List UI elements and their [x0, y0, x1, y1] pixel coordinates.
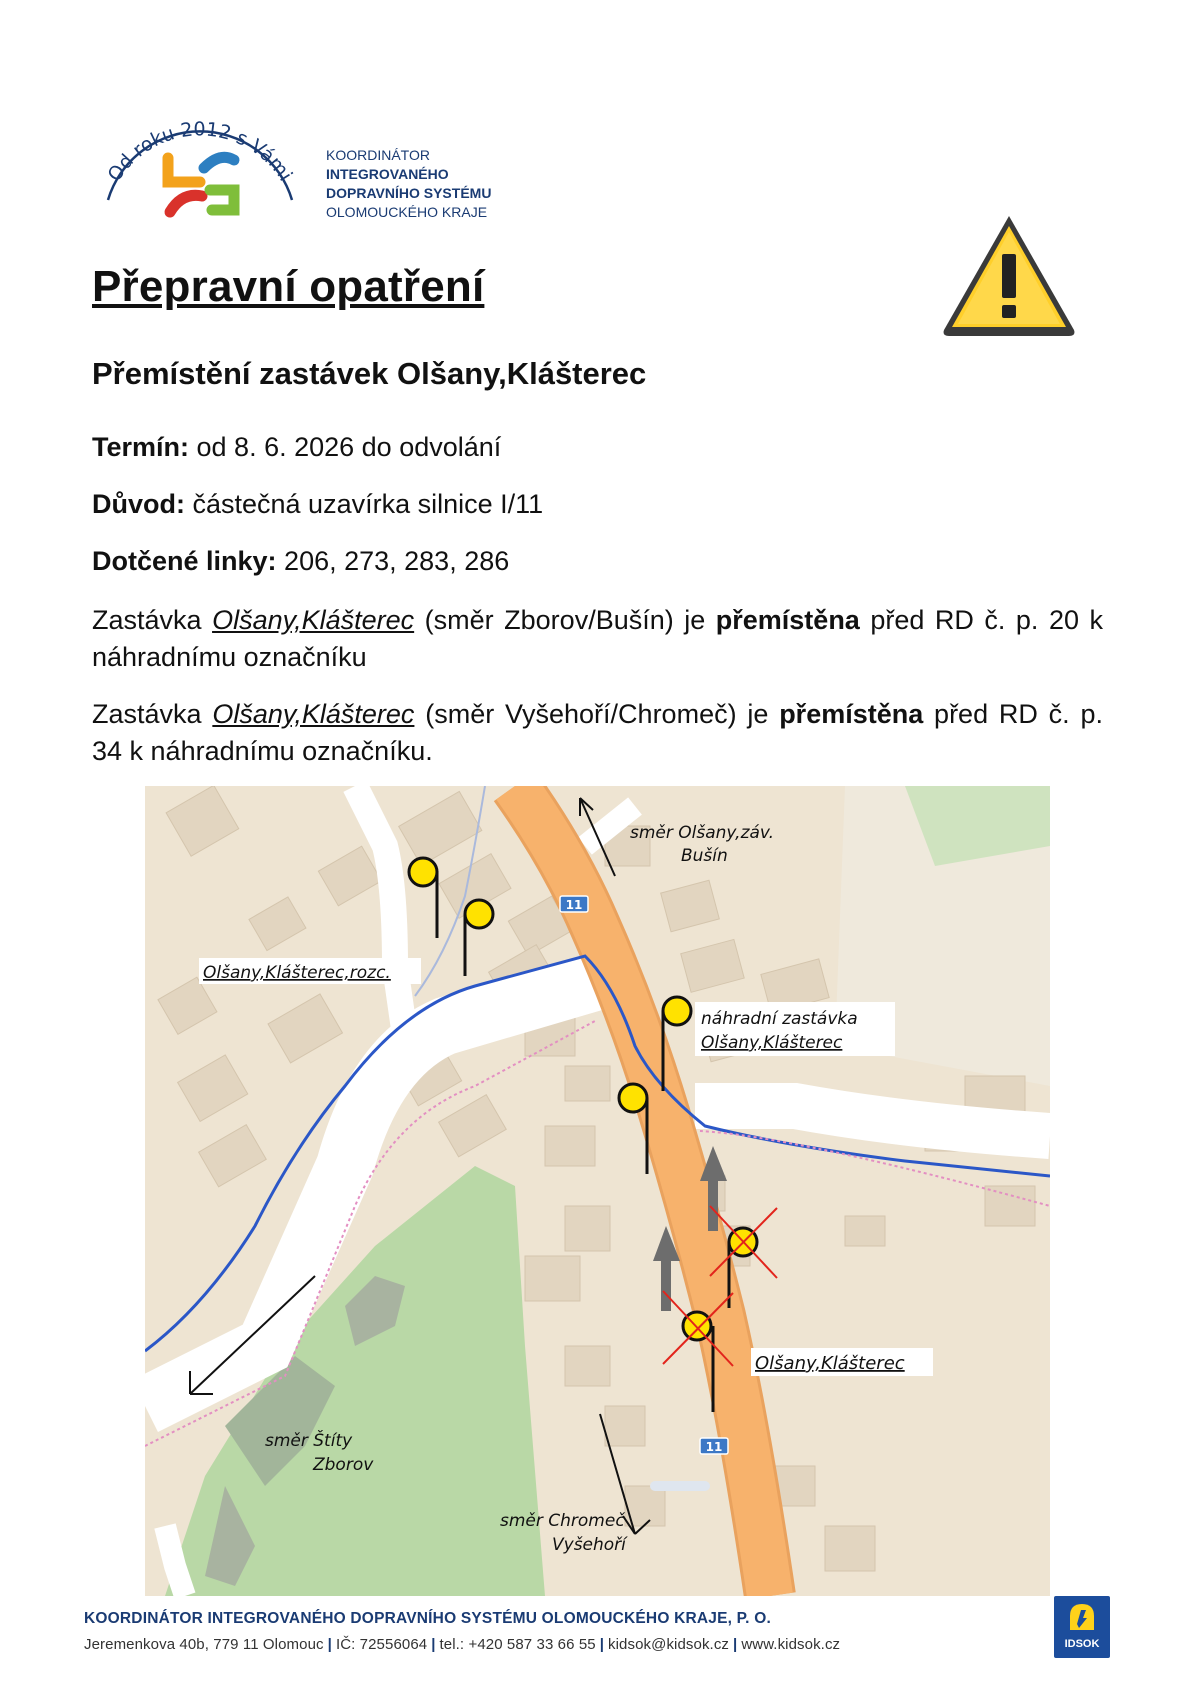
- road-number-north: 11: [565, 898, 583, 912]
- linky-value: 206, 273, 283, 286: [276, 546, 510, 576]
- label-nahradni-line-2: Olšany,Klášterec: [701, 1033, 843, 1053]
- logo-line-3: DOPRAVNÍHO SYSTÉMU: [326, 185, 492, 201]
- p2-middle: (směr Vyšehoří/Chromeč) je: [414, 699, 780, 729]
- p1-suffix: před RD č. p. 20 k náhradnímu označníku: [92, 605, 1103, 672]
- footer-ic: IČ: 72556064: [335, 1636, 428, 1653]
- p1-prefix: Zastávka: [92, 605, 213, 635]
- paragraph-stop-2: [92, 696, 1103, 770]
- p1-bold: přemístěna: [715, 605, 860, 635]
- footer-separator: |: [431, 1636, 436, 1653]
- page-subtitle: Přemístění zastávek Olšany,Klášterec: [92, 356, 647, 391]
- label-south-line-1: směr Chromeč: [500, 1511, 625, 1531]
- p1-stop-name: Olšany,Klášterec: [212, 605, 415, 635]
- footer-address: Jeremenkova 40b, 779 11 Olomouc: [84, 1636, 324, 1653]
- footer-separator: |: [733, 1636, 738, 1653]
- warning-icon: [938, 210, 1080, 340]
- p2-prefix: Zastávka: [92, 699, 213, 729]
- duvod-label: Důvod:: [92, 489, 185, 519]
- info-duvod: [92, 489, 543, 520]
- label-nahradni: [695, 1002, 895, 1056]
- label-rozc-text: Olšany,Klášterec,rozc.: [203, 963, 391, 983]
- logo-arc-text: Od roku 2012 s Vámi: [103, 118, 297, 186]
- termin-value: od 8. 6. 2026 do odvolání: [189, 432, 502, 462]
- footer-contact: [84, 1636, 840, 1653]
- label-north-line-1: směr Olšany,záv.: [630, 823, 774, 843]
- paragraph-stop-1: [92, 602, 1103, 676]
- road-number-south: 11: [705, 1440, 723, 1454]
- label-rozc: [199, 958, 421, 984]
- label-west-line-1: směr Štíty: [265, 1431, 353, 1451]
- road-number-sign-north: [560, 896, 588, 912]
- p2-suffix: před RD č. p. 34 k náhradnímu označníku.: [92, 699, 1103, 766]
- duvod-value: částečná uzavírka silnice I/11: [184, 489, 544, 519]
- detour-map: [145, 786, 1050, 1596]
- footer-organization: KOORDINÁTOR INTEGROVANÉHO DOPRAVNÍHO SYSTÉMU OLOMOUCKÉHO KRAJE, P. O.: [84, 1610, 771, 1627]
- p2-bold: přemístěna: [779, 699, 924, 729]
- label-stop: [751, 1348, 933, 1376]
- footer-web-link[interactable]: www.kidsok.cz: [741, 1636, 841, 1653]
- label-north-line-2: Bušín: [681, 846, 728, 866]
- idsok-badge-text: IDSOK: [1064, 1638, 1100, 1650]
- p1-middle: (směr Zborov/Bušín) je: [414, 605, 716, 635]
- linky-label: Dotčené linky:: [92, 546, 277, 576]
- footer-email-link[interactable]: kidsok@kidsok.cz: [608, 1636, 730, 1653]
- label-west-line-2: Zborov: [313, 1455, 374, 1475]
- termin-label: Termín:: [92, 432, 190, 462]
- logo-line-4: OLOMOUCKÉHO KRAJE: [326, 204, 488, 220]
- page-title: Přepravní opatření: [92, 262, 485, 311]
- info-termin: [92, 432, 501, 463]
- footer-separator: |: [599, 1636, 604, 1653]
- footer-tel: tel.: +420 587 33 66 55: [439, 1636, 596, 1653]
- p2-stop-name: Olšany,Klášterec: [212, 699, 415, 729]
- logo-line-2: INTEGROVANÉHO: [326, 166, 449, 182]
- logo-line-1: KOORDINÁTOR: [326, 147, 430, 163]
- idsok-logo-icon: [1067, 1602, 1097, 1632]
- label-nahradni-line-1: náhradní zastávka: [701, 1009, 858, 1029]
- logo-organization-name: [326, 146, 491, 222]
- idsok-badge: [1054, 1596, 1110, 1658]
- footer-separator: |: [327, 1636, 332, 1653]
- info-linky: [92, 546, 509, 577]
- road-number-sign-south: [700, 1438, 728, 1454]
- label-south-line-2: Vyšehoří: [552, 1535, 626, 1555]
- label-stop-text: Olšany,Klášterec: [755, 1353, 905, 1374]
